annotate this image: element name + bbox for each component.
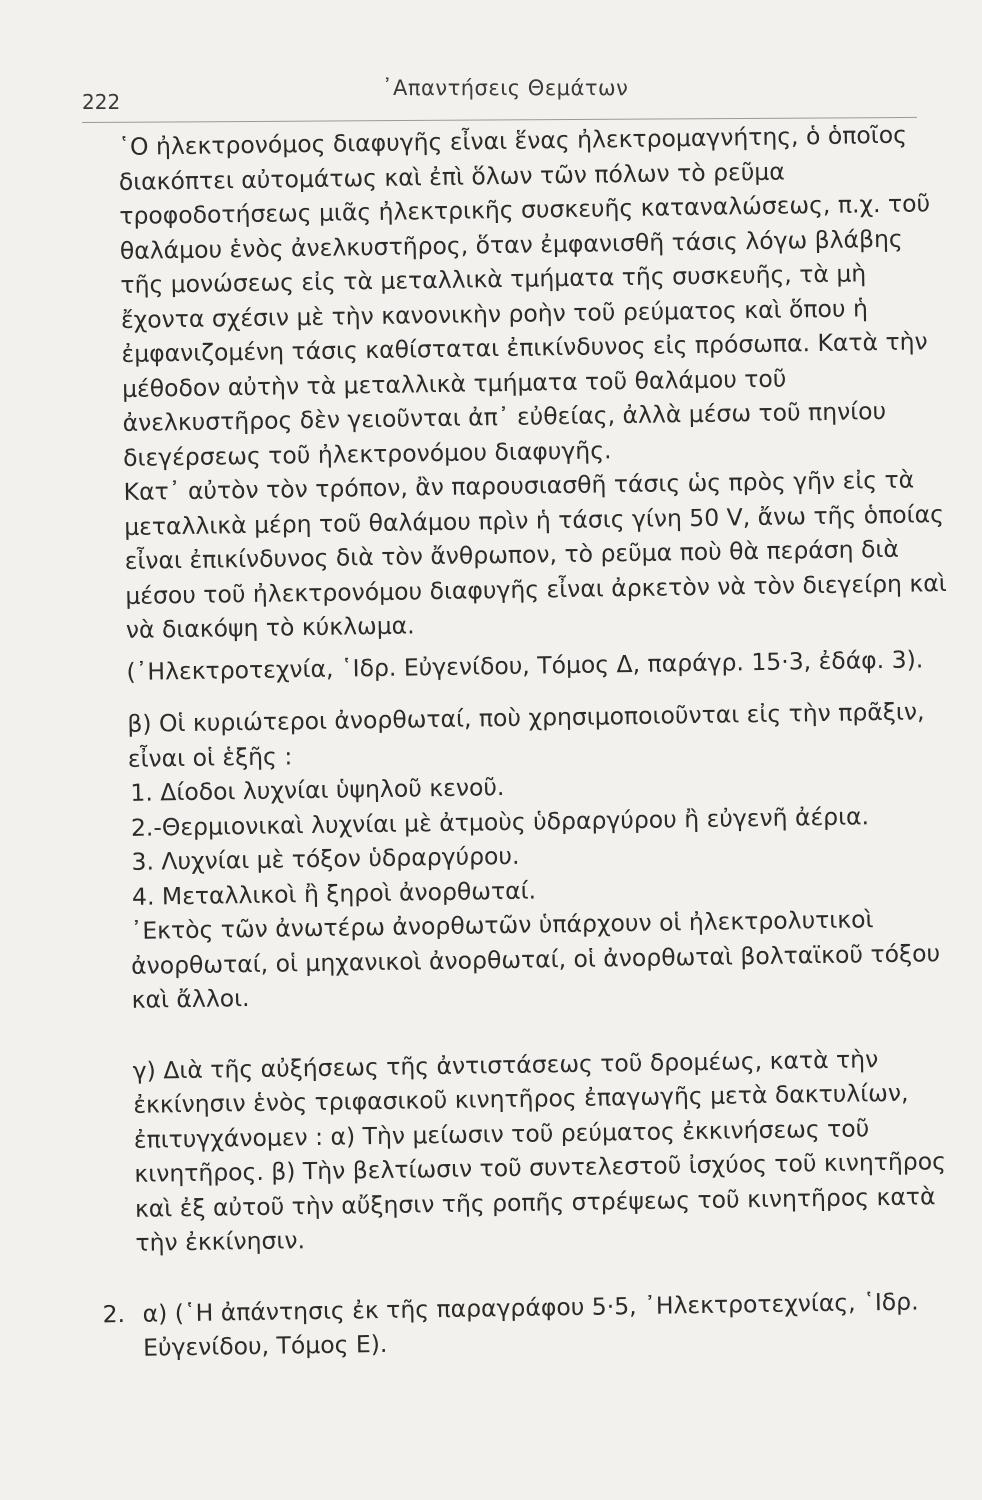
list-item: 2.-Θερμιονικαὶ λυχνίαι μὲ ἀτμοὺς ὑδραργύρου ἢ εὐγενῆ ἀέρια. bbox=[130, 801, 870, 842]
paragraph-beta-intro: β) Οἱ κυριώτεροι ἀνορθωταί, ποὺ χρησιμοποιοῦνται εἰς τὴν πρᾶξιν, εἶναι οἱ ἑξῆς : bbox=[127, 697, 925, 773]
reference-citation: (᾿Ηλεκτροτεχνία, ῾Ιδρ. Εὐγενίδου, Τόμος Δ, παράγρ. 15·3, ἐδάφ. 3). bbox=[126, 644, 924, 686]
section-2-text: α) (῾Η ἀπάντησις ἐκ τῆς παραγράφου 5·5, ᾿Ηλεκτροτεχνίας, ῾Ιδρ. Εὐγενίδου, Τόμος Ε). bbox=[142, 1287, 919, 1362]
paragraph-beta-outro: ᾿Εκτὸς τῶν ἀνωτέρω ἀνορθωτῶν ὑπάρχουν οἱ ἠλεκτρολυτικοὶ ἀνορθωταί, οἱ μηχανικοὶ ἀνορθωταί, οἱ ἀνορθωταὶ βολταϊκοῦ τόξου καὶ ἄλλοι. bbox=[130, 905, 941, 1014]
paragraph-circuit-breaker: ῾Ο ἠλεκτρονόμος διαφυγῆς εἶναι ἕνας ἠλεκτρομαγνήτης, ὁ ὁποῖος διακόπτει αὐτομάτως καὶ ἐπὶ ὅλων τῶν πόλων τὸ ρεῦμα τροφοδοτήσεως μιᾶς ἠλεκτρικῆς συσκευῆς καταναλώσεως, π.χ. τοῦ θαλάμου ἑνὸς ἀνελκυστῆρος, ὅταν ἐμφανισθῆ τάσις λόγω βλάβης τῆς μονώσεως εἰς τὰ μεταλλικὰ τμήματα τῆς συσκευῆς, τὰ μὴ ἔχοντα σχέσιν μὲ τὴν κανονικὴν ροὴν τοῦ ρεύματος καὶ ὅπου ἡ ἐμφανιζομένη τάσις καθίσταται ἐπικίνδυνος εἰς πρόσωπα. Κατὰ τὴν μέθοδον αὐτὴν τὰ μεταλλικὰ τμήματα τοῦ θαλάμου τοῦ ἀνελκυστῆρος δὲν γειοῦνται ἀπ᾿ εὐθείας, ἀλλὰ μέσω τοῦ πηνίου διεγέρσεως τοῦ ἠλεκτρονόμου διαφυγῆς. bbox=[118, 120, 931, 472]
page-header bbox=[82, 76, 922, 116]
section-2 bbox=[102, 1283, 965, 1365]
running-title: ᾿Απαντήσεις Θεμάτων bbox=[382, 76, 629, 100]
section-2-number: 2. bbox=[102, 1299, 126, 1328]
paragraph-voltage: Κατ᾿ αὐτὸν τὸν τρόπον, ἂν παρουσιασθῆ τάσις ὡς πρὸς γῆν εἰς τὰ μεταλλικὰ μέρη τοῦ θαλάμου πρὶν ἡ τάσις γίνη 50 V, ἄνω τῆς ὁποίας εἶναι ἐπικίνδυνος διὰ τὸν ἄνθρωπον, τὸ ρεῦμα ποὺ θὰ περάση διὰ μέσου τοῦ ἠλεκτρονόμου διαφυγῆς εἶναι ἀρκετὸν νὰ τὸν διεγείρη καὶ νὰ διακόψη τὸ κύκλωμα. bbox=[123, 465, 947, 644]
list-item: 4. Μεταλλικοὶ ἢ ξηροὶ ἀνορθωταί. bbox=[131, 876, 537, 911]
body-text bbox=[102, 117, 965, 1365]
list-item: 1. Δίοδοι λυχνίαι ὑψηλοῦ κενοῦ. bbox=[130, 773, 505, 807]
list-item: 3. Λυχνίαι μὲ τόξον ὑδραργύρου. bbox=[131, 841, 520, 876]
paragraph-gamma: γ) Διὰ τῆς αὐξήσεως τῆς ἀντιστάσεως τοῦ δρομέως, κατὰ τὴν ἐκκίνησιν ἑνὸς τριφασικοῦ κινητῆρος ἐπαγωγῆς μετὰ δακτυλίων, ἐπιτυγχάνομεν : α) Τὴν μείωσιν τοῦ ρεύματος ἐκκινήσεως τοῦ κινητῆρος. β) Τὴν βελτίωσιν τοῦ συντελεστοῦ ἰσχύος τοῦ κινητῆρος καὶ ἐξ αὐτοῦ τὴν αὔξησιν τῆς ροπῆς στρέψεως τοῦ κινητῆρος κατὰ τὴν ἐκκίνησιν. bbox=[132, 1044, 947, 1257]
page-number: 222 bbox=[82, 90, 121, 114]
